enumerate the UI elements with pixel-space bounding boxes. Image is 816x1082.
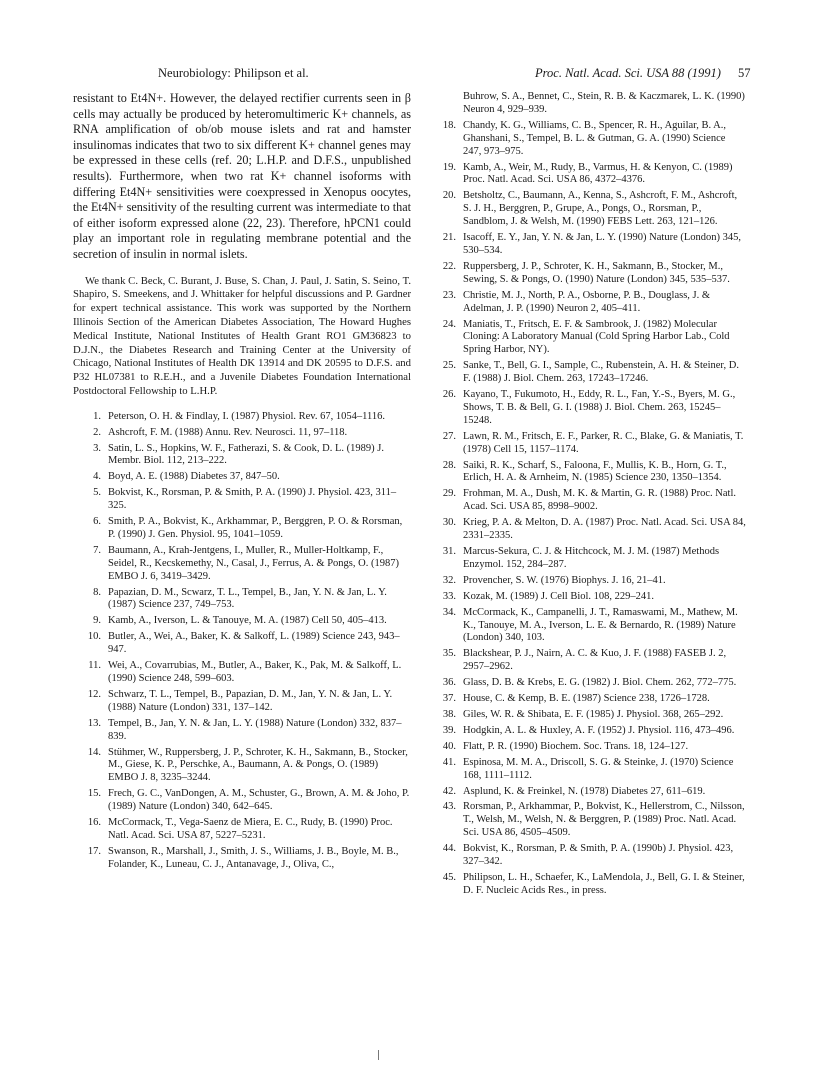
reference-item bbox=[428, 460, 746, 486]
reference-item bbox=[428, 591, 746, 604]
reference-number: 12. bbox=[87, 688, 101, 700]
reference-text: Provencher, S. W. (1976) Biophys. J. 16, 21–41. bbox=[463, 574, 666, 586]
reference-item bbox=[428, 693, 746, 706]
reference-item bbox=[428, 232, 746, 258]
reference-number: 42. bbox=[442, 785, 456, 797]
reference-text: Krieg, P. A. & Melton, D. A. (1987) Proc. Natl. Acad. Sci. USA 84, 2331–2335. bbox=[463, 517, 746, 542]
reference-number: 45. bbox=[442, 871, 456, 883]
reference-number: 24. bbox=[442, 318, 456, 330]
reference-number: 6. bbox=[93, 516, 101, 528]
reference-item bbox=[428, 648, 746, 674]
running-header bbox=[0, 66, 816, 86]
left-column bbox=[73, 91, 411, 875]
reference-number: 15. bbox=[87, 788, 101, 800]
reference-text: Glass, D. B. & Krebs, E. G. (1982) J. Biol. Chem. 262, 772–775. bbox=[463, 677, 737, 689]
page-number: 57 bbox=[738, 66, 751, 80]
reference-text: McCormack, K., Campanelli, J. T., Ramaswami, M., Mathew, M. K., Tanouye, M. A., Iverson, L. E. & Bernardo, R. (1989) Nature (London) 340, 103. bbox=[463, 606, 738, 644]
reference-number: 27. bbox=[442, 430, 456, 442]
reference-text: Ruppersberg, J. P., Schroter, K. H., Sakmann, B., Stocker, M., Sewing, S. & Pongs, O. (1990) Nature (London) 345, 535–537. bbox=[463, 260, 730, 285]
reference-text: Baumann, A., Krah-Jentgens, I., Muller, R., Muller-Holtkamp, F., Seidel, R., Kecskemethy, N., Casal, J., Ferrus, A. & Pongs, O. (1987) EMBO J. 6, 3419–3429. bbox=[108, 544, 399, 582]
reference-item bbox=[73, 718, 411, 744]
reference-item bbox=[428, 261, 746, 287]
reference-item bbox=[428, 786, 746, 799]
reference-item bbox=[73, 846, 411, 872]
reference-text: Ashcroft, F. M. (1988) Annu. Rev. Neurosci. 11, 97–118. bbox=[108, 426, 348, 438]
reference-item bbox=[73, 660, 411, 686]
reference-number: 39. bbox=[442, 724, 456, 736]
reference-item bbox=[428, 162, 746, 188]
reference-text: House, C. & Kemp, B. E. (1987) Science 238, 1726–1728. bbox=[463, 693, 710, 705]
reference-text: Wei, A., Covarrubias, M., Butler, A., Baker, K., Pak, M. & Salkoff, L. (1990) Science 248, 599–603. bbox=[108, 660, 402, 685]
reference-number: 33. bbox=[442, 590, 456, 602]
reference-text: Peterson, O. H. & Findlay, I. (1987) Physiol. Rev. 67, 1054–1116. bbox=[108, 410, 385, 422]
reference-item bbox=[428, 360, 746, 386]
reference-text: Rorsman, P., Arkhammar, P., Bokvist, K., Hellerstrom, C., Nilsson, T., Welsh, M., Welsh, N. & Berggren, P. (1989) Proc. Natl. Acad. Sci. USA 86, 4505–4509. bbox=[463, 801, 745, 839]
reference-item bbox=[73, 545, 411, 584]
reference-number: 1. bbox=[93, 410, 101, 422]
reference-number: 8. bbox=[93, 586, 101, 598]
reference-text: Kamb, A., Iverson, L. & Tanouye, M. A. (1987) Cell 50, 405–413. bbox=[108, 615, 387, 627]
references-list-right-numbered bbox=[428, 120, 746, 898]
body-paragraph: resistant to Et4N+. However, the delayed rectifier currents seen in β cells may actually be produced by heteromultimeric K+ channels, as RNA amplification of ob/ob mouse islets and rat and hamster insulinomas indicates that two to six different K+ channel genes may be expressed in these cells (ref. 20; L.H.P. and D.F.S., unpublished results). Furthermore, when two rat K+ channel isoforms with differing Et4N+ sensitivities were coexpressed in Xenopus oocytes, the Et4N+ sensitivity of the resulting current was intermediate to that of either isoform expressed alone (22, 23). Therefore, hPCN1 could play an important role in regulating membrane potential and the secretion of insulin in normal islets. bbox=[73, 91, 411, 261]
reference-item bbox=[428, 725, 746, 738]
reference-number: 4. bbox=[93, 471, 101, 483]
header-journal: Proc. Natl. Acad. Sci. USA 88 (1991) bbox=[535, 66, 721, 80]
acknowledgment-paragraph: We thank C. Beck, C. Burant, J. Buse, S. Chan, J. Paul, J. Satin, S. Seino, T. Shapiro, S. Smeekens, and J. Whittaker for helpful discussions and P. Gardner for expert technical assistance. This work was supported by the Northern Illinois Section of the American Diabetes Association, The Howard Hughes Medical Institute, National Institutes of Health Grant RO1 GM36823 to D.J.N., the Diabetes Research and Training Center at the University of Chicago, National Institutes of Health DK 13914 and DK 20595 to D.F.S. and P32 HL07381 to R.E.H., and a Juvenile Diabetes Foundation International Postdoctoral Fellowship to L.H.P. bbox=[73, 274, 411, 397]
reference-text: Espinosa, M. M. A., Driscoll, S. G. & Steinke, J. (1970) Science 168, 1111–1112. bbox=[463, 756, 734, 781]
references-list-right bbox=[428, 91, 746, 117]
reference-item bbox=[428, 801, 746, 840]
reference-item bbox=[428, 290, 746, 316]
reference-number: 21. bbox=[442, 232, 456, 244]
reference-text: Bokvist, K., Rorsman, P. & Smith, P. A. (1990b) J. Physiol. 423, 327–342. bbox=[463, 843, 734, 868]
reference-text: Blackshear, P. J., Nairn, A. C. & Kuo, J. F. (1988) FASEB J. 2, 2957–2962. bbox=[463, 648, 727, 673]
reference-item bbox=[73, 487, 411, 513]
reference-text: Lawn, R. M., Fritsch, E. F., Parker, R. C., Blake, G. & Maniatis, T. (1978) Cell 15, 1157–1174. bbox=[463, 430, 744, 455]
reference-item bbox=[73, 427, 411, 440]
reference-item bbox=[428, 120, 746, 159]
reference-number: 36. bbox=[442, 677, 456, 689]
reference-text: Betsholtz, C., Baumann, A., Kenna, S., Ashcroft, F. M., Ashcroft, S. J. H., Berggren, P., Grupe, A., Pongs, O., Rorsman, P., Sandblom, J. & Welsh, M. (1990) FEBS Lett. 263, 121–126. bbox=[463, 190, 738, 228]
reference-number: 5. bbox=[93, 487, 101, 499]
reference-number: 20. bbox=[442, 190, 456, 202]
reference-text: Kamb, A., Weir, M., Rudy, B., Varmus, H. & Kenyon, C. (1989) Proc. Natl. Acad. Sci. USA 86, 4372–4376. bbox=[463, 161, 733, 186]
reference-text: Asplund, K. & Freinkel, N. (1978) Diabetes 27, 611–619. bbox=[463, 785, 706, 797]
reference-number: 34. bbox=[442, 606, 456, 618]
reference-text: Sanke, T., Bell, G. I., Sample, C., Rubenstein, A. H. & Steiner, D. F. (1988) J. Biol. Chem. 263, 17243–17246. bbox=[463, 360, 739, 385]
reference-number: 18. bbox=[442, 119, 456, 131]
reference-text: Maniatis, T., Fritsch, E. F. & Sambrook, J. (1982) Molecular Cloning: A Laboratory Manual (Cold Spring Harbor Lab., Cold Spring Harbor, NY). bbox=[463, 318, 730, 356]
reference-text: Kozak, M. (1989) J. Cell Biol. 108, 229–241. bbox=[463, 590, 655, 602]
reference-item bbox=[428, 607, 746, 646]
reference-text: Schwarz, T. L., Tempel, B., Papazian, D. M., Jan, Y. N. & Jan, L. Y. (1988) Nature (London) 331, 137–142. bbox=[108, 688, 393, 713]
reference-text: Satin, L. S., Hopkins, W. F., Fatherazi, S. & Cook, D. L. (1989) J. Membr. Biol. 112, 213–222. bbox=[108, 442, 384, 467]
reference-number: 41. bbox=[442, 756, 456, 768]
reference-item bbox=[428, 488, 746, 514]
reference-text: Swanson, R., Marshall, J., Smith, J. S., Williams, J. B., Boyle, M. B., Folander, K., Luneau, C. J., Antanavage, J., Oliva, C., bbox=[108, 845, 399, 870]
reference-item bbox=[73, 516, 411, 542]
reference-item bbox=[73, 615, 411, 628]
reference-text: Tempel, B., Jan, Y. N. & Jan, L. Y. (1988) Nature (London) 332, 837–839. bbox=[108, 717, 402, 742]
reference-number: 38. bbox=[442, 708, 456, 720]
reference-text: McCormack, T., Vega-Saenz de Miera, E. C., Rudy, B. (1990) Proc. Natl. Acad. Sci. USA 87, 5227–5231. bbox=[108, 817, 393, 841]
reference-text: Papazian, D. M., Scwarz, T. L., Tempel, B., Jan, Y. N. & Jan, L. Y. (1987) Science 237, 749–753. bbox=[108, 586, 387, 611]
reference-number: 13. bbox=[87, 717, 101, 729]
reference-item bbox=[428, 757, 746, 783]
reference-number: 22. bbox=[442, 260, 456, 272]
reference-text: Smith, P. A., Bokvist, K., Arkhammar, P., Berggren, P. O. & Rorsman, P. (1990) J. Gen. Physiol. 95, 1041–1059. bbox=[108, 516, 403, 540]
reference-text: Christie, M. J., North, P. A., Osborne, P. B., Douglass, J. & Adelman, J. P. (1990) Neuron 2, 405–411. bbox=[463, 289, 711, 314]
reference-number: 17. bbox=[87, 845, 101, 857]
reference-text: Marcus-Sekura, C. J. & Hitchcock, M. J. M. (1987) Methods Enzymol. 152, 284–287. bbox=[463, 546, 720, 570]
reference-number: 19. bbox=[442, 161, 456, 173]
reference-text: Flatt, P. R. (1990) Biochem. Soc. Trans. 18, 124–127. bbox=[463, 740, 689, 752]
reference-item bbox=[428, 517, 746, 543]
reference-item bbox=[428, 741, 746, 754]
reference-item bbox=[428, 872, 746, 898]
reference-number: 31. bbox=[442, 546, 456, 557]
reference-item bbox=[73, 443, 411, 469]
reference-item bbox=[428, 546, 746, 572]
reference-item bbox=[428, 709, 746, 722]
right-column bbox=[428, 91, 746, 901]
reference-item bbox=[428, 843, 746, 869]
reference-item bbox=[73, 788, 411, 814]
reference-number: 14. bbox=[87, 746, 101, 758]
reference-text: Kayano, T., Fukumoto, H., Eddy, R. L., Fan, Y.-S., Byers, M. G., Shows, T. B. & Bell, G. I. (1988) J. Biol. Chem. 263, 15245–15248. bbox=[463, 389, 736, 426]
reference-number: 10. bbox=[87, 631, 101, 643]
reference-item bbox=[428, 431, 746, 457]
reference-text: Giles, W. R. & Shibata, E. F. (1985) J. Physiol. 368, 265–292. bbox=[463, 708, 724, 720]
reference-item bbox=[428, 575, 746, 588]
reference-item bbox=[73, 817, 411, 843]
reference-text: Frohman, M. A., Dush, M. K. & Martin, G. R. (1988) Proc. Natl. Acad. Sci. USA 85, 8998–9002. bbox=[463, 488, 736, 513]
reference-text: Butler, A., Wei, A., Baker, K. & Salkoff, L. (1989) Science 243, 943–947. bbox=[108, 631, 400, 656]
reference-text: Chandy, K. G., Williams, C. B., Spencer, R. H., Aguilar, B. A., Ghanshani, S., Tempel, B. L. & Gutman, G. A. (1990) Science 247, 973–975. bbox=[463, 119, 726, 157]
reference-item bbox=[73, 689, 411, 715]
reference-number: 2. bbox=[93, 426, 101, 438]
reference-item bbox=[428, 190, 746, 229]
reference-continuation: Buhrow, S. A., Bennet, C., Stein, R. B. & Kaczmarek, L. K. (1990) Neuron 4, 929–939. bbox=[463, 91, 745, 115]
reference-text: Stühmer, W., Ruppersberg, J. P., Schroter, K. H., Sakmann, B., Stocker, M., Giese, K. P., Perschke, A., Baumann, A. & Pongs, O. (1989) EMBO J. 8, 3235–3244. bbox=[108, 746, 408, 784]
references-list-left bbox=[73, 411, 411, 872]
reference-number: 9. bbox=[93, 615, 101, 627]
reference-text: Isacoff, E. Y., Jan, Y. N. & Jan, L. Y. (1990) Nature (London) 345, 530–534. bbox=[463, 232, 742, 256]
reference-number: 35. bbox=[442, 648, 456, 660]
reference-text: Philipson, L. H., Schaefer, K., LaMendola, J., Bell, G. I. & Steiner, D. F. Nucleic Acids Res., in press. bbox=[463, 871, 745, 896]
reference-item bbox=[428, 677, 746, 690]
page-mark bbox=[378, 1050, 379, 1060]
reference-number: 11. bbox=[88, 660, 101, 672]
reference-item bbox=[73, 631, 411, 657]
reference-text: Bokvist, K., Rorsman, P. & Smith, P. A. (1990) J. Physiol. 423, 311–325. bbox=[108, 487, 397, 512]
header-section-authors: Neurobiology: Philipson et al. bbox=[158, 66, 309, 80]
reference-number: 7. bbox=[93, 544, 101, 556]
reference-number: 25. bbox=[442, 360, 456, 372]
reference-number: 26. bbox=[442, 389, 456, 401]
reference-item bbox=[73, 411, 411, 424]
reference-item bbox=[428, 319, 746, 358]
reference-item bbox=[73, 587, 411, 613]
reference-text: Hodgkin, A. L. & Huxley, A. F. (1952) J. Physiol. 116, 473–496. bbox=[463, 724, 735, 736]
reference-number: 28. bbox=[442, 459, 456, 471]
reference-number: 23. bbox=[442, 289, 456, 301]
reference-text: Boyd, A. E. (1988) Diabetes 37, 847–50. bbox=[108, 471, 280, 483]
reference-text: Frech, G. C., VanDongen, A. M., Schuster, G., Brown, A. M. & Joho, P. (1989) Nature (London) 340, 642–645. bbox=[108, 788, 410, 813]
reference-number: 43. bbox=[442, 801, 456, 813]
reference-item bbox=[428, 389, 746, 428]
reference-number: 44. bbox=[442, 843, 456, 855]
reference-item bbox=[73, 747, 411, 786]
reference-number: 3. bbox=[93, 442, 101, 454]
reference-number: 16. bbox=[87, 817, 101, 829]
reference-text: Saiki, R. K., Scharf, S., Faloona, F., Mullis, K. B., Horn, G. T., Erlich, H. A. & Arnheim, N. (1985) Science 230, 1350–1354. bbox=[463, 459, 727, 484]
reference-number: 40. bbox=[442, 740, 456, 752]
reference-number: 32. bbox=[442, 574, 456, 586]
reference-number: 30. bbox=[442, 517, 456, 529]
reference-item bbox=[73, 471, 411, 484]
reference-number: 29. bbox=[442, 488, 456, 500]
reference-number: 37. bbox=[442, 693, 456, 705]
